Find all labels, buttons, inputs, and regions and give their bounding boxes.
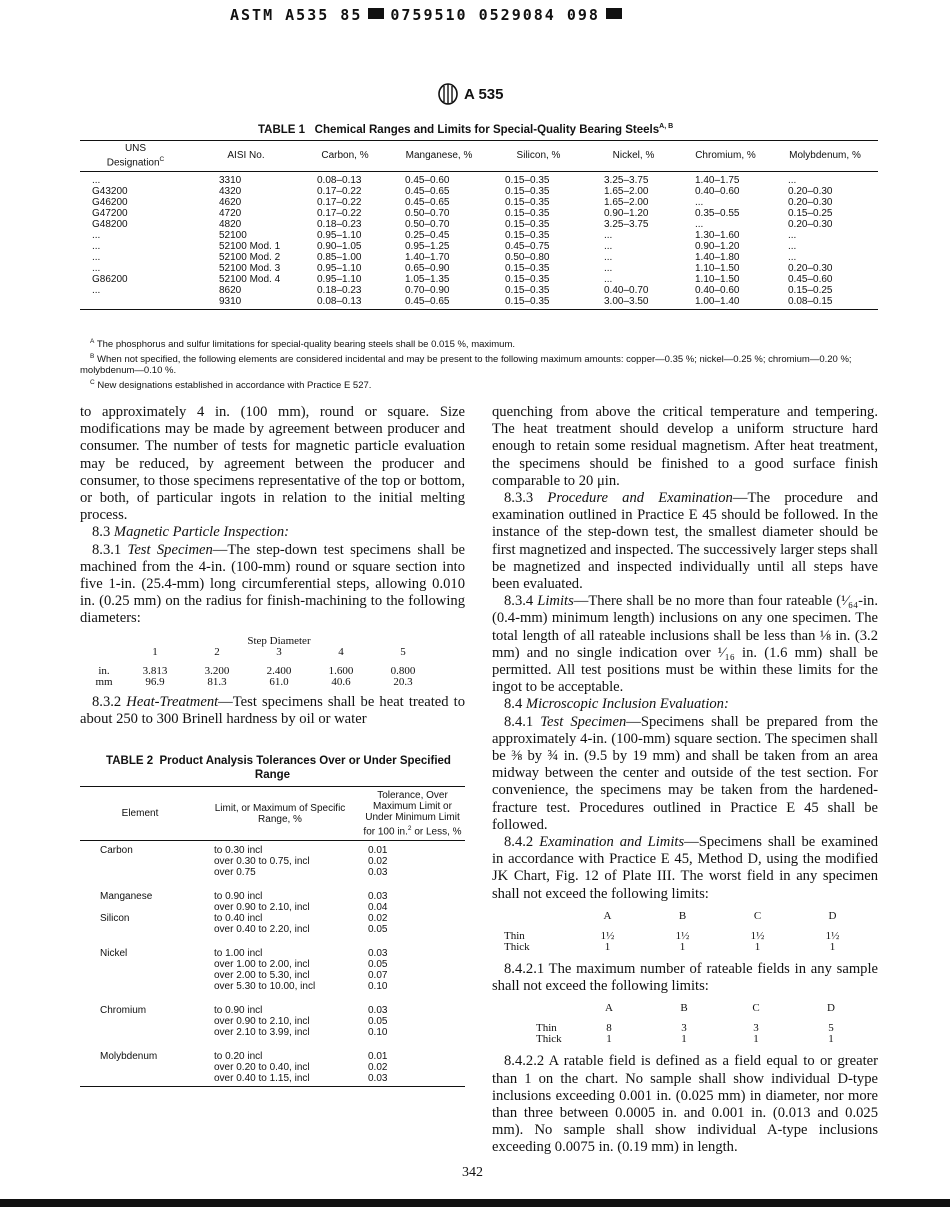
table1-cell: ... (695, 197, 704, 209)
table2-cell: to 0.90 incl (214, 1005, 263, 1017)
section-8-4-heading: 8.4 Microscopic Inclusion Evaluation: (504, 696, 729, 713)
table1-cell: 0.15–0.35 (489, 296, 588, 310)
table1-cell: ... (788, 241, 797, 253)
table1-cell: 3.00–3.50 (588, 296, 679, 310)
astm-emblem-icon (438, 83, 458, 105)
table2-row (80, 970, 465, 981)
limit-value: 3 (681, 1022, 687, 1035)
limit-value: 5 (828, 1022, 834, 1035)
step-number: 2 (214, 645, 220, 658)
table2-row (80, 902, 465, 913)
table1-cell: 0.95–1.25 (405, 241, 450, 253)
table1-cell: 3.25–3.75 (604, 219, 649, 231)
step-number: 3 (276, 645, 282, 658)
table1-cell: 0.15–0.35 (505, 186, 550, 198)
table1-cell: ... (92, 230, 101, 242)
document-code-part1: ASTM A535 85 (230, 6, 363, 24)
table1-cell: 0.35–0.55 (695, 208, 740, 220)
inclusion-type-header: B (680, 1002, 688, 1015)
table1-row (80, 219, 878, 230)
table2-cell: 0.01 (368, 845, 388, 857)
table1-title-text: Chemical Ranges and Limits for Special-Quality Bearing Steels (314, 123, 660, 136)
step-value: 20.3 (393, 675, 413, 688)
table1-cell: ... (604, 241, 613, 253)
table2-spacer-row (80, 992, 465, 1005)
black-block-mark (606, 8, 622, 19)
inclusion-type-header: B (678, 909, 687, 922)
row-label: Thin (504, 929, 525, 942)
limit-value: 8 (606, 1022, 612, 1035)
table2-cell: Carbon (100, 845, 133, 857)
table2-cell: over 1.00 to 2.00, incl (214, 959, 310, 971)
table2-cell (80, 867, 200, 878)
paragraph-continuation: to approximately 4 in. (100 mm), round or square. Size modifications may be made by agreement between producer and consumer. The number of tests for magnetic particle evaluation may be reduced, by agreement between the producer and consumer, to those specimens representative of the top or bottom, or both, of particular ingots in relation to the initial melting process. (80, 404, 465, 524)
row-label: Thin (536, 1022, 557, 1035)
table2-row (80, 1005, 465, 1016)
table2-cell (80, 902, 200, 913)
table1-cell: 0.40–0.60 (695, 186, 740, 198)
limit-value: 1 (681, 1033, 687, 1046)
table1-cell: G86200 (92, 274, 128, 286)
table1-cell: 0.90–1.20 (604, 208, 649, 220)
limit-value: 1 (753, 1033, 759, 1046)
table1-cell: 0.45–0.65 (389, 296, 489, 310)
table2-cell: 0.03 (368, 948, 388, 960)
table1-cell: 8620 (219, 285, 242, 297)
table2-cell: 0.07 (368, 970, 388, 982)
table1-cell: 4720 (219, 208, 242, 220)
table1-cell: 0.15–0.35 (505, 285, 550, 297)
designation-label: A 535 (464, 85, 504, 103)
section-8-3-3: 8.3.3 Procedure and Examination—The procedure and examination outlined in Practice E 45 should be followed. In the instance of the step-down test, the smallest diameter should be first magnetized and inspected. The successively larger steps shall be magnetized and inspected individually until all steps have been evaluated. (492, 490, 878, 593)
limit-value: 1½ (675, 929, 690, 942)
table2-cell (80, 970, 200, 981)
table1-cell: 0.20–0.30 (788, 219, 833, 231)
limit-value: 1 (829, 940, 836, 953)
table1-cell: 0.95–1.10 (317, 230, 362, 242)
table1-cell: 0.90–1.05 (317, 241, 362, 253)
table2-row (80, 867, 465, 878)
table2-cell: over 0.20 to 0.40, incl (214, 1062, 310, 1074)
table2-cell: 0.01 (368, 1051, 388, 1063)
step-number: 1 (152, 645, 158, 658)
table1-title (258, 123, 673, 136)
table1-cell: 4820 (219, 219, 242, 231)
table1-cell: 1.40–1.80 (695, 252, 740, 264)
table1-cell: 52100 (219, 230, 247, 242)
inclusion-type-header: D (827, 1002, 835, 1015)
section-8-3-4: 8.3.4 Limits—There shall be no more than four rateable (¹⁄₆₄-in. (0.4-mm) minimum length) inclusions on any one specimen. The total length of all rateable inclusions shall be less than ⅛ in. (3.2 mm) and no single indication over ¹⁄₁₆ in. (1.6 mm) shall be permitted. All test positions must be within these limits for the ingot to be acceptable. (492, 593, 879, 696)
table1-cell: 0.40–0.70 (604, 285, 649, 297)
table1-footnote: $^B$ When not specified, the following elements are considered incidental and may be present to the following maximum amounts: copper—0.35 %; nickel—0.25 %; chromium—0.20 %; molybdenum—0.10 %. (80, 352, 852, 377)
table1-row (80, 197, 878, 208)
table2-cell: 0.10 (368, 1027, 388, 1039)
table1-header-silicon: Silicon, % (489, 141, 588, 172)
table1-cell: 0.50–0.70 (405, 208, 450, 220)
table1-row (80, 252, 878, 263)
table2-cell: over 0.40 to 1.15, incl (200, 1073, 360, 1087)
table1-title-prefix: TABLE 1 (258, 123, 306, 136)
table1-header-aisi: AISI No. (191, 141, 301, 172)
table2-cell: to 0.20 incl (214, 1051, 263, 1063)
table1-cell: ... (788, 252, 797, 264)
step-diameter-caption: Step Diameter (247, 634, 311, 647)
section-8-3-2: 8.3.2 Heat-Treatment—Test specimens shall be heat treated to about 250 to 300 Brinell hardness by oil or water (80, 693, 465, 727)
table1-cell: 1.30–1.60 (695, 230, 740, 242)
table1-cell: ... (92, 175, 101, 187)
table1-cell: 1.65–2.00 (604, 186, 649, 198)
table1-cell: 3.25–3.75 (604, 175, 649, 187)
table1-cell: 0.20–0.30 (788, 197, 833, 209)
scan-edge-bar (0, 1199, 950, 1207)
section-8-4-1: 8.4.1 Test Specimen—Specimens shall be prepared from the approximately 4-in. (100-mm) square section. The specimen shall be ⅜ by ¾ in. (9.5 by 19 mm) and shall be taken from an area midway between the center and outside of the test section. For convenience, the specimens may be taken from the hardened-fracture test. Procedures outlined in Practice E 45 shall be followed. (492, 713, 878, 833)
table2-cell: over 0.75 (214, 867, 256, 879)
limit-value: 1 (604, 940, 611, 953)
table2-cell (80, 856, 200, 867)
table2-header-row (80, 787, 465, 841)
right-text-column (492, 404, 878, 1157)
row-label: Thick (536, 1033, 562, 1046)
step-value: 40.6 (331, 675, 351, 688)
table2-cell: 0.03 (368, 1005, 388, 1017)
section-8-4-2-1: 8.4.2.1 The maximum number of rateable fields in any sample shall not exceed the following limits: (492, 960, 878, 995)
table1-header-chromium: Chromium, % (679, 141, 772, 172)
table1-cell: 0.65–0.90 (405, 263, 450, 275)
table2-cell: 0.02 (368, 1062, 388, 1074)
table1-cell: 0.45–0.60 (405, 175, 450, 187)
table1-cell: 52100 Mod. 4 (219, 274, 281, 286)
table1-cell: 0.15–0.25 (788, 285, 833, 297)
table1-cell: 52100 Mod. 3 (219, 263, 281, 275)
table1-cell: ... (604, 274, 613, 286)
table1-cell: 1.40–1.70 (405, 252, 450, 264)
table2-cell: 0.04 (368, 902, 388, 914)
table2-cell: over 2.10 to 3.99, incl (214, 1027, 310, 1039)
table2-spacer-row (80, 878, 465, 891)
table2-cell: Manganese (100, 891, 153, 903)
table1-cell: 0.18–0.23 (317, 285, 362, 297)
limit-value: 1½ (600, 929, 615, 942)
table2-title: TABLE 2 Product Analysis Tolerances Over or Under Specified Range (106, 755, 451, 782)
table1-cell: 0.85–1.00 (317, 252, 362, 264)
step-value: 1.600 (328, 664, 354, 677)
table1-header-manganese: Manganese, % (389, 141, 489, 172)
inclusion-type-header: A (603, 909, 612, 922)
table1-cell: 0.15–0.35 (505, 219, 550, 231)
table1-cell: 0.45–0.65 (405, 197, 450, 209)
step-value: 3.200 (204, 664, 230, 677)
table1-cell: ... (92, 252, 101, 264)
table2-row (80, 1016, 465, 1027)
table1-row (80, 230, 878, 241)
table2-row (80, 891, 465, 902)
table1-cell: ... (695, 219, 704, 231)
document-code-header (230, 6, 628, 24)
table2-cell: Chromium (100, 1005, 147, 1017)
table1-cell: 0.15–0.25 (788, 208, 833, 220)
limit-value: 1 (828, 1033, 834, 1046)
table2-row (80, 959, 465, 970)
table1-cell: 0.08–0.13 (301, 296, 389, 310)
table2-row (80, 841, 465, 857)
left-text-column (80, 404, 465, 1087)
table1-cell: 4320 (219, 186, 242, 198)
table2-cell (80, 1062, 200, 1073)
table2-cell (80, 1073, 200, 1087)
table1-cell: 52100 Mod. 2 (219, 252, 281, 264)
limit-value: 1 (606, 1033, 612, 1046)
table2-cell (80, 1016, 200, 1027)
inclusion-type-header: A (605, 1002, 613, 1015)
table2-row (80, 856, 465, 867)
table2-spacer-row (80, 1038, 465, 1051)
step-number: 4 (338, 645, 344, 658)
table1-cell: ... (92, 285, 101, 297)
table2-cell: to 0.30 incl (214, 845, 263, 857)
table1-row (80, 186, 878, 197)
table2-cell: to 0.90 incl (214, 891, 263, 903)
table2-cell: Nickel (100, 948, 128, 960)
table2-row (80, 948, 465, 959)
table2-cell: Molybdenum (100, 1051, 158, 1063)
table1-cell: 0.15–0.35 (505, 175, 550, 187)
step-value: 81.3 (207, 675, 227, 688)
inclusion-type-header: C (753, 909, 762, 922)
table2-cell (80, 1027, 200, 1038)
step-value: 96.9 (145, 675, 165, 688)
chemical-ranges-table (80, 140, 878, 310)
table1-row (80, 241, 878, 252)
table2-cell: over 5.30 to 10.00, incl (214, 981, 316, 993)
table1-cell: 0.50–0.70 (405, 219, 450, 231)
table1-row (80, 172, 878, 187)
table1-cell: ... (788, 175, 797, 187)
black-block-mark (368, 8, 384, 19)
table1-cell: 1.10–1.50 (695, 263, 740, 275)
table2-cell: to 1.00 incl (214, 948, 263, 960)
table1-cell: 0.95–1.10 (317, 263, 362, 275)
table1-cell: G43200 (92, 186, 128, 198)
table1-cell: 0.45–0.75 (505, 241, 550, 253)
limit-value: 1 (754, 940, 761, 953)
table2-cell: over 0.90 to 2.10, incl (214, 902, 310, 914)
table2-row (80, 1051, 465, 1062)
table1-cell: ... (788, 230, 797, 242)
table1-cell: ... (604, 263, 613, 275)
table1-cell: 3310 (219, 175, 242, 187)
table1-row (80, 208, 878, 219)
table1-cell: 0.15–0.35 (505, 208, 550, 220)
table1-cell: 0.15–0.35 (505, 230, 550, 242)
paragraph-continuation: quenching from above the critical temperature and tempering. The heat treatment should develop a uniform structure hard enough to retain some residual magnetism. After heat treatment, the specimens should be finished to a good surface finish comparable to 20 μin. (492, 404, 878, 489)
limit-value: 1 (679, 940, 686, 953)
table2-cell: 0.03 (368, 891, 388, 903)
table1-cell: 0.95–1.10 (317, 274, 362, 286)
table1-cell: 0.15–0.35 (505, 197, 550, 209)
table1-header-row (80, 141, 878, 172)
table1-cell: 0.15–0.35 (505, 263, 550, 275)
step-value: 2.400 (266, 664, 292, 677)
table1-header-nickel: Nickel, % (588, 141, 679, 172)
document-code-part2: 0759510 0529084 098 (390, 6, 600, 24)
tolerance-table (80, 786, 465, 1087)
section-8-3-heading: 8.3 Magnetic Particle Inspection: (92, 524, 289, 541)
table2-cell: 0.05 (368, 924, 388, 936)
table2-cell: 0.02 (368, 913, 388, 925)
inclusion-type-header: D (828, 909, 837, 922)
table1-cell: G47200 (92, 208, 128, 220)
table1-cell (80, 296, 191, 310)
table2-cell: 0.03 (368, 867, 388, 879)
row-label: Thick (504, 940, 530, 953)
table1-cell: 1.00–1.40 (679, 296, 772, 310)
table1-cell: 4620 (219, 197, 242, 209)
worst-field-limits-table (500, 911, 870, 953)
table1-cell: 52100 Mod. 1 (219, 241, 281, 253)
step-number: 5 (400, 645, 406, 658)
table1-row (80, 263, 878, 274)
table2-cell: 0.05 (368, 1016, 388, 1028)
table1-cell: 1.40–1.75 (695, 175, 740, 187)
table1-cell: 0.45–0.65 (405, 186, 450, 198)
table2-row (80, 1073, 465, 1087)
table2-row (80, 924, 465, 935)
table2-row (80, 1062, 465, 1073)
table1-cell: 1.10–1.50 (695, 274, 740, 286)
table1-cell: 0.50–0.80 (505, 252, 550, 264)
table1-cell: 9310 (191, 296, 301, 310)
unit-label: mm (95, 675, 113, 688)
table2-cell (80, 924, 200, 935)
table1-footnote: $^A$ The phosphorus and sulfur limitations for special-quality bearing steels shall be 0.015 %, maximum. (90, 338, 516, 351)
table1-cell: G48200 (92, 219, 128, 231)
section-8-4-2: 8.4.2 Examination and Limits—Specimens shall be examined in accordance with Practice E 45, Method D, using the modified JK Chart, Fig. 12 of Plate III. The worst field in any specimen shall not exceed the following limits: (492, 834, 878, 902)
table1-cell: 1.65–2.00 (604, 197, 649, 209)
table2-cell: 0.03 (360, 1073, 465, 1087)
table1-footnote: $^C$ New designations established in accordance with Practice E 527. (90, 378, 372, 391)
page-number: 342 (462, 1165, 483, 1180)
limit-value: 1½ (750, 929, 765, 942)
table1-cell: 0.40–0.60 (695, 285, 740, 297)
table1-row (80, 296, 878, 310)
table2-cell: over 0.90 to 2.10, incl (214, 1016, 310, 1028)
table1-cell: 0.08–0.15 (772, 296, 878, 310)
table1-cell: ... (92, 241, 101, 253)
table2-header-tolerance: Tolerance, Over Maximum Limit or Under Minimum Limit for 100 in.$^2$ or Less, % (360, 787, 465, 841)
table2-cell: 0.10 (368, 981, 388, 993)
table1-cell: 0.25–0.45 (405, 230, 450, 242)
step-value: 61.0 (269, 675, 289, 688)
table1-row (80, 274, 878, 285)
table2-cell: to 0.40 incl (214, 913, 263, 925)
table1-cell: 0.17–0.22 (317, 208, 362, 220)
rateable-fields-table (500, 1003, 870, 1045)
table1-cell: ... (604, 252, 613, 264)
section-8-3-1: 8.3.1 Test Specimen—The step-down test specimens shall be machined from the 4-in. (100-mm) round or square section into five 1-in. (25.4-mm) long circumferential steps, allowing 0.010 in. (0.25 mm) on the radius for finish-machining to the following diameters: (80, 541, 465, 627)
table2-header-element: Element (80, 787, 200, 841)
table2-spacer-row (80, 935, 465, 948)
table1-header-carbon: Carbon, % (301, 141, 389, 172)
table2-cell: Silicon (100, 913, 130, 925)
table2-row (80, 981, 465, 992)
table1-cell: 0.17–0.22 (317, 197, 362, 209)
table1-cell: ... (604, 230, 613, 242)
step-value: 0.800 (390, 664, 416, 677)
table2-cell: over 0.30 to 0.75, incl (214, 856, 310, 868)
table1-cell: 0.20–0.30 (788, 186, 833, 198)
table1-cell: ... (92, 263, 101, 275)
table1-header-uns: UNS Designation$^C$ (80, 141, 191, 172)
table2-cell (80, 981, 200, 992)
astm-logo (438, 83, 503, 105)
table1-footnotes (80, 336, 880, 391)
table2-cell: 0.05 (368, 959, 388, 971)
table1-cell: 0.90–1.20 (695, 241, 740, 253)
step-value: 3.813 (142, 664, 168, 677)
step-diameter-table (84, 636, 434, 688)
table2-row (80, 913, 465, 924)
table1-cell: 0.15–0.35 (505, 274, 550, 286)
table1-cell: 0.45–0.60 (788, 274, 833, 286)
table2-row (80, 1027, 465, 1038)
table2-cell: over 2.00 to 5.30, incl (214, 970, 310, 982)
table1-row (80, 285, 878, 296)
inclusion-type-header: C (752, 1002, 760, 1015)
table1-cell: 0.18–0.23 (317, 219, 362, 231)
table1-title-sup: A, B (659, 123, 674, 130)
limit-value: 3 (753, 1022, 759, 1035)
table1-cell: 0.17–0.22 (317, 186, 362, 198)
table2-cell: over 0.40 to 2.20, incl (214, 924, 310, 936)
table1-cell: 0.08–0.13 (317, 175, 362, 187)
table2-cell: 0.02 (368, 856, 388, 868)
unit-label: in. (98, 664, 110, 677)
limit-value: 1½ (825, 929, 840, 942)
table1-cell: 0.70–0.90 (405, 285, 450, 297)
table1-cell: 0.20–0.30 (788, 263, 833, 275)
table1-cell: G46200 (92, 197, 128, 209)
table1-cell: 1.05–1.35 (405, 274, 450, 286)
section-8-4-2-2: 8.4.2.2 A ratable field is defined as a field equal to or greater than 1 on the chart. No sample shall show individual D-type inclusions exceeding 0.001 in. (0.025 mm) in diameter, nor more than three between 0.0005 in. and 0.001 in. (0.013 and 0.025 mm). No sample shall show individual A-type inclusions exceeding 0.0075 in. (0.19 mm) in length. (492, 1053, 878, 1156)
table1-header-molybdenum: Molybdenum, % (772, 141, 878, 172)
table2-cell (80, 959, 200, 970)
table2-header-limit: Limit, or Maximum of Specific Range, % (200, 787, 360, 841)
